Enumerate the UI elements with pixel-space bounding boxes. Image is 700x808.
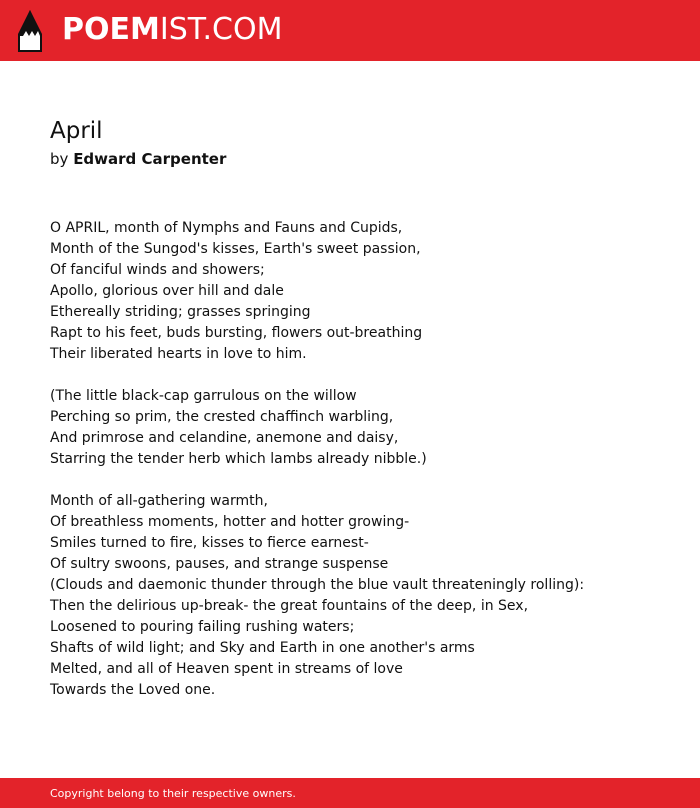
stanza-gap [50,470,670,491]
copyright-notice: Copyright belong to their respective owners. [50,787,296,800]
poem-line: O APRIL, month of Nymphs and Fauns and Cupids, [50,220,403,236]
poem-line: Their liberated hearts in love to him. [50,346,307,362]
stanza [50,218,670,365]
poem-body [50,218,670,701]
stanza-gap [50,365,670,386]
poem-line: (The little black-cap garrulous on the willow [50,388,357,404]
poem-line: Shafts of wild light; and Sky and Earth in one another's arms [50,640,475,656]
poem-line: Starring the tender herb which lambs already nibble.) [50,451,427,467]
poem-line: Month of all-gathering warmth, [50,493,268,509]
poem-line: Loosened to pouring failing rushing waters; [50,619,355,635]
poem-author: Edward Carpenter [73,150,227,168]
poem-line: Melted, and all of Heaven spent in streams of love [50,661,403,677]
poem-line: Towards the Loved one. [50,682,216,698]
poem-line: (Clouds and daemonic thunder through the blue vault threateningly rolling): [50,577,585,593]
poem-line: Ethereally striding; grasses springing [50,304,311,320]
pencil-icon[interactable] [18,10,42,52]
poem-line: Of sultry swoons, pauses, and strange suspense [50,556,389,572]
poem-line: Apollo, glorious over hill and dale [50,283,284,299]
poem-byline [50,149,226,169]
site-logo-text[interactable] [62,12,282,48]
site-header [0,0,700,61]
poem-line: Smiles turned to fire, kisses to fierce earnest- [50,535,369,551]
poem-line: Of fanciful winds and showers; [50,262,265,278]
poem-line: Of breathless moments, hotter and hotter growing- [50,514,410,530]
site-footer [0,778,700,808]
poem-title: April [50,118,103,144]
brand-bold-text: POEM [62,12,160,47]
poem-line: Then the delirious up-break- the great fountains of the deep, in Sex, [50,598,529,614]
poem-line: Rapt to his feet, buds bursting, flowers out-breathing [50,325,423,341]
stanza [50,491,670,701]
stanza [50,386,670,470]
byline-prefix: by [50,150,69,168]
poem-line: Perching so prim, the crested chaffinch warbling, [50,409,394,425]
brand-light-text: IST.COM [159,12,283,47]
poem-line: And primrose and celandine, anemone and daisy, [50,430,399,446]
poem-line: Month of the Sungod's kisses, Earth's sweet passion, [50,241,421,257]
